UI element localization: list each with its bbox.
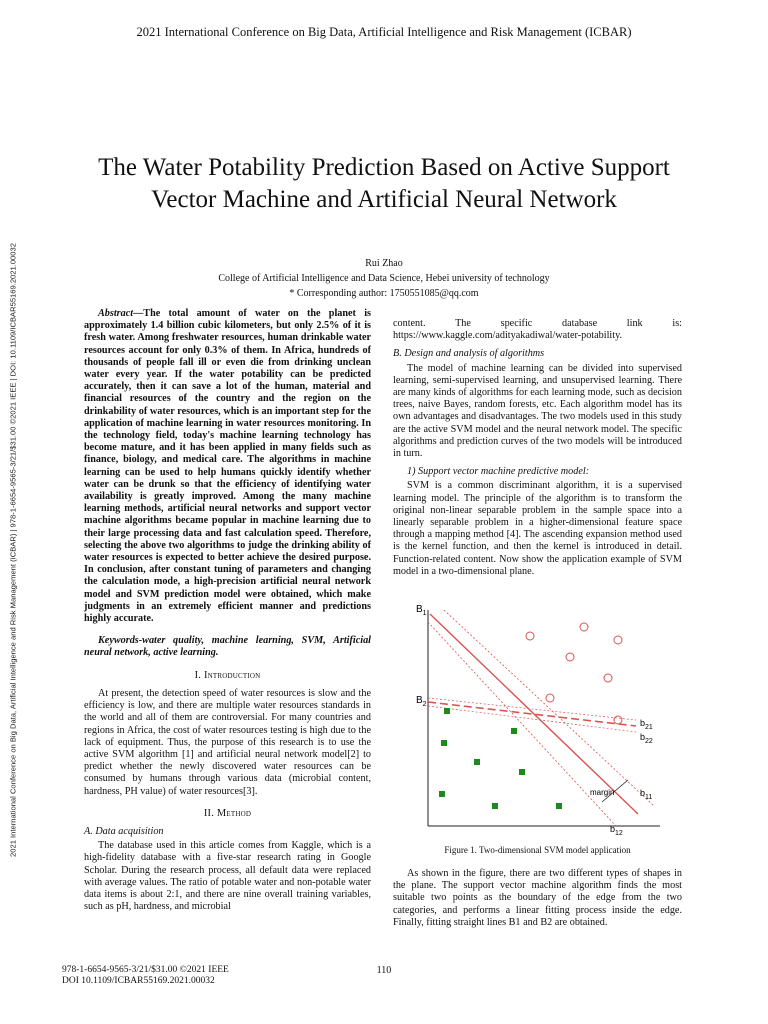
margin-label: margin [590, 788, 615, 797]
database-link-text: content. The specific database link is: https://www.kaggle.com/adityakadiwal/water-potability. [393, 318, 682, 342]
side-citation-text: 2021 International Conference on Big Data, Artificial Intelligence and Risk Management (ICBAR) | 978-1-6654-9565-3/21/$31.00 ©2021 IEEE | DOI: 10.1109/ICBAR55169.2021.00032 [8, 243, 18, 857]
label-b1: $B_1$ [416, 604, 427, 617]
author-name: Rui Zhao [365, 258, 403, 269]
data-point-circle [614, 716, 622, 724]
data-point-square [511, 728, 517, 734]
conference-header: 2021 International Conference on Big Data, Artificial Intelligence and Risk Management (ICBAR) [136, 25, 632, 39]
data-point-square [556, 803, 562, 809]
label-b21: $b_{21}$ [640, 718, 653, 731]
line-b22 [428, 706, 636, 732]
label-b22: $b_{22}$ [640, 732, 653, 745]
abstract [84, 308, 371, 625]
data-point-square [519, 769, 525, 775]
paper-title: The Water Potability Prediction Based on Active Support Vector Machine and Artificial Neural Network [98, 154, 670, 213]
keywords: Keywords-water quality, machine learning, SVM, Artificial neural network, active learning. [84, 635, 371, 659]
data-point-square [441, 740, 447, 746]
section-introduction-heading: I. Introduction [194, 669, 261, 681]
subsection-algorithms-heading: B. Design and analysis of algorithms [393, 348, 545, 360]
label-b12: $b_{12}$ [610, 824, 623, 837]
subsection-data-acquisition-heading: A. Data acquisition [84, 825, 164, 837]
line-b2 [428, 702, 636, 726]
introduction-text: At present, the detection speed of water resources is slow and the efficiency is low, and there are multiple water resources standards in the world and all of them are controversial. For many countries and regions in Africa, the cost of water resources testing is high due to the lack of equipment. Thus, the purpose of this research is to use the active SVM algorithm [1] and artificial neural network model[2] to predict whether the newly discovered water resources can be consumed by humans through various data (microbial content, hardness, PH value) of water resources[3]. [84, 687, 371, 797]
data-point-circle [546, 694, 554, 702]
right-column [393, 318, 682, 578]
data-point-square [474, 759, 480, 765]
label-b2: $B_2$ [416, 695, 427, 708]
left-column [84, 308, 371, 913]
section-method-heading: II. Method [203, 807, 252, 819]
algorithms-text: The model of machine learning can be divided into supervised learning, semi-supervised learning, and unsupervised learning. There are many kinds of algorithms for each learning mode, such as decision trees, naive Bayes, random forests, etc. Each algorithm model has its own advantages and disadvantages. The two models used in this study are the active SVM model and the neural network model. The specific algorithms and prediction curves of the two models will be introduced in turn. [393, 362, 682, 460]
data-point-circle [566, 653, 574, 661]
data-acquisition-text: The database used in this article comes from Kaggle, which is a high-fidelity database with a five-star research rating in Google Scholar. During the research process, all default data were replaced with average values. The ratio of potable water and non-potable water data items is about 2:1, and there are nine overall training variables, such as pH, hardness, and microbial [84, 840, 371, 913]
data-point-circle [526, 632, 534, 640]
data-point-circle [580, 623, 588, 631]
right-column-after-figure [393, 868, 682, 929]
data-point-circle [604, 674, 612, 682]
line-b1 [430, 614, 638, 814]
svm-figure [410, 600, 670, 840]
line-b11 [444, 610, 654, 806]
author-affiliation: College of Artificial Intelligence and Data Science, Hebei university of technology [218, 273, 550, 284]
data-point-circle [614, 636, 622, 644]
svm-text: SVM is a common discriminant algorithm, it is a supervised learning model. The principle of the algorithm is to transform the original non-linear separable problem in the sample space into a linearly separable problem in a higher-dimensional feature space through a mapping method [4]. The ascending expansion method used is the kernel function, and then the kernel is introduced in detail. Function-related content. Now show the application example of SVM model in a two-dimensional plane. [393, 480, 682, 577]
line-b12 [428, 622, 616, 826]
data-point-square [444, 708, 450, 714]
class-circles [526, 623, 622, 724]
data-point-square [439, 791, 445, 797]
svm-diagram [410, 600, 670, 840]
after-figure-text: As shown in the figure, there are two different types of shapes in the plane. The support vector machine algorithm finds the most suitable two points as the boundary of the edge from the two categories, and performs a linear fitting process inside the edge. Finally, fitting straight lines B1 and B2 are obtained. [393, 868, 682, 928]
abstract-text: —The total amount of water on the planet is approximately 1.4 billion cubic kilometers, but only 2.5% of it is fresh water. Among freshwater resources, human drinkable water resources account for only 0.3% of them. In Africa, hundreds of thousands of people fall ill or even die from drinking unclean water every year. If the water potability can be predicted accurately, then it can save a lot of the human, material and financial resources of the country and the region on the drinkability of water resources, which is an important step for the application of machine learning in water resources monitoring. In the technology field, today's machine learning technology has become mature, and it has been applied in many fields such as finance, biology, and medical care. The algorithms in machine learning can be used to help humans quickly identify whether water can be drunk so that the efficiency of identifying water availability is greatly improved. Among the many machine learning methods, artificial neural networks and support vector machine algorithms became popular in machine learning due to their large processing data and fast calculation speed. Therefore, selecting the above two algorithms to judge the drinking ability of water resources is expected to better achieve the desired purpose. In conclusion, after constant tuning of parameters and changing the calculation mode, a high-precision artificial neural network model and SVM prediction model were obtained, which make judgments in an extremely efficient manner and predictions highly accurate. [84, 308, 371, 625]
abstract-label: Abstract [98, 308, 134, 319]
footer-doi: DOI 10.1109/ICBAR55169.2021.00032 [62, 976, 215, 986]
page-number: 110 [376, 965, 392, 976]
label-b11: $b_{11}$ [640, 788, 653, 801]
corresponding-author: * Corresponding author: 1750551085@qq.com [289, 288, 479, 299]
footer-isbn: 978-1-6654-9565-3/21/$31.00 ©2021 IEEE [62, 965, 229, 975]
figure-caption: Figure 1. Two-dimensional SVM model application [444, 845, 631, 855]
line-b21 [428, 698, 636, 720]
data-point-square [492, 803, 498, 809]
subsubsection-svm-heading: 1) Support vector machine predictive model: [407, 466, 590, 478]
